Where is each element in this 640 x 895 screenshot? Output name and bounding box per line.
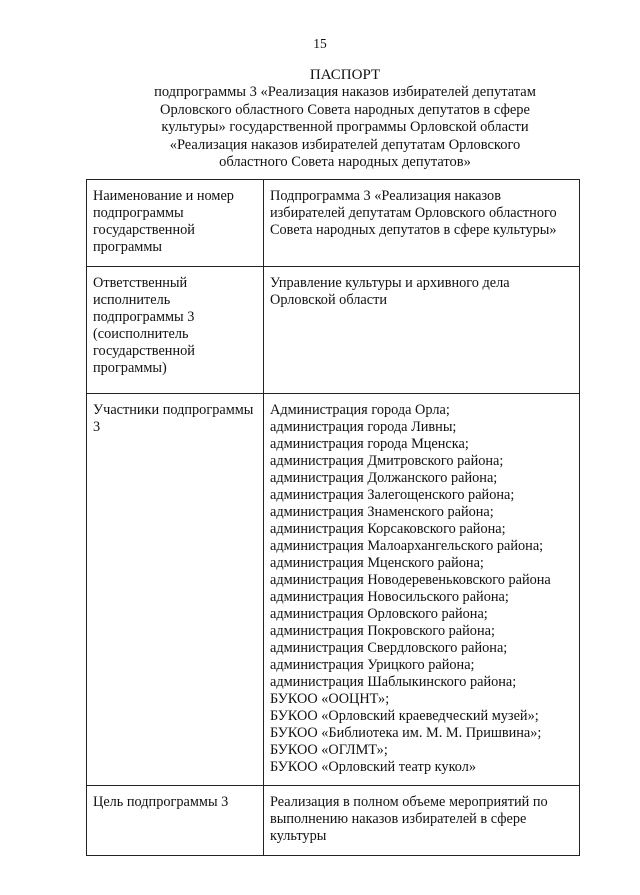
list-item: администрация Дмитровского района; <box>270 453 504 469</box>
list-item: БУКОО «Орловский театр кукол» <box>270 759 477 775</box>
table-row <box>87 180 580 267</box>
list-item: администрация Новосильского района; <box>270 589 509 605</box>
list-item: БУКОО «ООЦНТ»; <box>270 691 390 707</box>
passport-table <box>86 179 580 856</box>
table-row <box>87 394 580 786</box>
row-value: Управление культуры и архивного дела Орловской области <box>270 275 510 308</box>
list-item: администрация Малоархангельского района; <box>270 538 544 554</box>
document-subtitle <box>110 84 580 172</box>
list-item: администрация Должанского района; <box>270 470 498 486</box>
row-value-cell <box>264 267 580 394</box>
subtitle-line: Орловского областного Совета народных депутатов в сфере <box>159 101 530 118</box>
row-value: Реализация в полном объеме мероприятий по выполнению наказов избирателей в сфере культуры <box>270 794 548 844</box>
row-label: Наименование и номер подпрограммы государственной программы <box>93 188 234 255</box>
row-label-cell <box>87 394 264 786</box>
table-row <box>87 267 580 394</box>
participants-list <box>264 394 580 786</box>
list-item: администрация города Ливны; <box>270 419 457 435</box>
subtitle-line: «Реализация наказов избирателей депутатам Орловского <box>169 136 521 153</box>
row-label-cell <box>87 267 264 394</box>
row-value: Подпрограмма 3 «Реализация наказов избирателей депутатам Орловского областного Совета народных депутатов в сфере культуры» <box>270 188 557 238</box>
list-item: администрация Орловского района; <box>270 606 488 622</box>
document-heading <box>110 66 580 172</box>
list-item: администрация Новодеревеньковского района <box>270 572 551 588</box>
subtitle-line: культуры» государственной программы Орловской области <box>161 119 529 135</box>
row-value-cell <box>264 180 580 267</box>
list-item: администрация Покровского района; <box>270 623 495 639</box>
page-number: 15 <box>313 36 327 51</box>
row-label: Цель подпрограммы 3 <box>93 794 229 810</box>
row-label: Ответственный исполнитель подпрограммы 3 (соисполнитель государственной программы) <box>93 275 195 376</box>
list-item: Администрация города Орла; <box>270 402 450 418</box>
list-item: администрация Знаменского района; <box>270 504 494 520</box>
list-item: БУКОО «ОГЛМТ»; <box>270 742 388 758</box>
list-item: администрация Свердловского района; <box>270 640 508 656</box>
subtitle-line: областного Совета народных депутатов» <box>219 154 471 170</box>
row-value-cell <box>264 786 580 856</box>
list-item: администрация Залегощенского района; <box>270 487 515 503</box>
list-item: администрация Урицкого района; <box>270 657 475 673</box>
list-item: БУКОО «Орловский краеведческий музей»; <box>270 708 539 724</box>
list-item: администрация Шаблыкинского района; <box>270 674 517 690</box>
list-item: администрация города Мценска; <box>270 436 469 452</box>
row-label: Участники подпрограммы 3 <box>93 402 254 435</box>
table-row <box>87 786 580 856</box>
list-item: администрация Мценского района; <box>270 555 484 571</box>
document-title: ПАСПОРТ <box>309 67 381 83</box>
list-item: администрация Корсаковского района; <box>270 521 506 537</box>
subtitle-line: подпрограммы 3 «Реализация наказов избирателей депутатам <box>154 84 536 100</box>
row-label-cell <box>87 180 264 267</box>
list-item: БУКОО «Библиотека им. М. М. Пришвина»; <box>270 725 542 741</box>
row-label-cell <box>87 786 264 856</box>
